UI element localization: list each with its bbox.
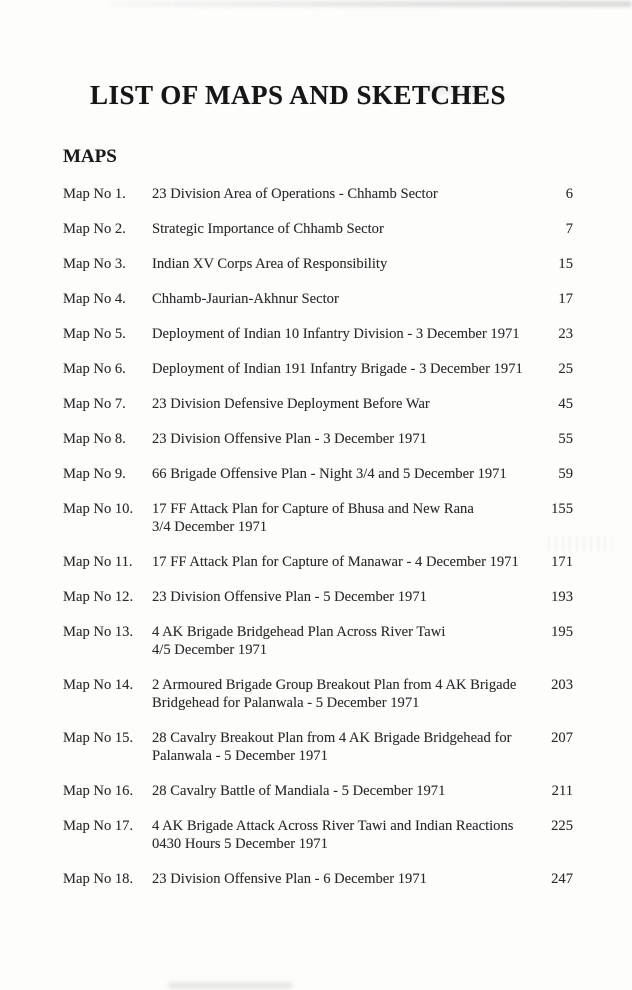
map-description: 28 Cavalry Battle of Mandiala - 5 December 1971 bbox=[152, 783, 446, 799]
map-list-item bbox=[63, 465, 573, 483]
map-page-number: 207 bbox=[551, 730, 573, 746]
map-number: Map No 6. bbox=[63, 361, 126, 377]
map-page-number: 15 bbox=[558, 256, 573, 272]
map-description: Deployment of Indian 10 Infantry Division - 3 December 1971 bbox=[152, 326, 520, 342]
map-page-number: 17 bbox=[558, 291, 573, 307]
map-list-item bbox=[63, 553, 573, 571]
map-number: Map No 11. bbox=[63, 554, 133, 570]
map-list-item bbox=[63, 220, 573, 238]
map-list bbox=[63, 185, 573, 888]
map-number: Map No 16. bbox=[63, 783, 134, 799]
map-description: 4 AK Brigade Attack Across River Tawi and Indian Reactions 0430 Hours 5 December 1971 bbox=[152, 818, 514, 852]
map-description: Indian XV Corps Area of Responsibility bbox=[152, 256, 388, 272]
map-description: 23 Division Offensive Plan - 3 December 1971 bbox=[152, 431, 427, 447]
map-number: Map No 13. bbox=[63, 624, 134, 640]
map-list-item bbox=[63, 623, 573, 659]
map-page-number: 211 bbox=[551, 783, 573, 799]
map-list-item bbox=[63, 185, 573, 203]
map-number: Map No 8. bbox=[63, 431, 126, 447]
map-description: 17 FF Attack Plan for Capture of Manawar - 4 December 1971 bbox=[152, 554, 519, 570]
map-list-item bbox=[63, 676, 573, 712]
map-page-number: 55 bbox=[558, 431, 573, 447]
map-list-item bbox=[63, 290, 573, 308]
map-page-number: 59 bbox=[558, 466, 573, 482]
map-page-number: 171 bbox=[551, 554, 573, 570]
map-description: 17 FF Attack Plan for Capture of Bhusa and New Rana 3/4 December 1971 bbox=[152, 501, 474, 535]
map-description: 23 Division Offensive Plan - 6 December 1971 bbox=[152, 871, 427, 887]
map-list-item bbox=[63, 817, 573, 853]
map-page-number: 203 bbox=[551, 677, 573, 693]
map-page-number: 247 bbox=[551, 871, 573, 887]
map-page-number: 6 bbox=[565, 186, 573, 202]
map-list-item bbox=[63, 255, 573, 273]
scan-artifact-bottom-smudge bbox=[168, 982, 293, 989]
map-number: Map No 12. bbox=[63, 589, 134, 605]
map-number: Map No 7. bbox=[63, 396, 126, 412]
map-list-item bbox=[63, 729, 573, 765]
map-description: 23 Division Offensive Plan - 5 December 1971 bbox=[152, 589, 427, 605]
map-description: 4 AK Brigade Bridgehead Plan Across River Tawi 4/5 December 1971 bbox=[152, 624, 446, 658]
map-description: Chhamb-Jaurian-Akhnur Sector bbox=[152, 291, 339, 307]
map-list-item bbox=[63, 360, 573, 378]
map-description: Deployment of Indian 191 Infantry Brigade - 3 December 1971 bbox=[152, 361, 523, 377]
map-number: Map No 10. bbox=[63, 501, 134, 517]
map-list-item bbox=[63, 395, 573, 413]
map-list-item bbox=[63, 500, 573, 536]
map-list-item bbox=[63, 588, 573, 606]
map-list-item bbox=[63, 870, 573, 888]
map-description: 66 Brigade Offensive Plan - Night 3/4 and 5 December 1971 bbox=[152, 466, 507, 482]
map-number: Map No 2. bbox=[63, 221, 126, 237]
map-number: Map No 18. bbox=[63, 871, 134, 887]
map-number: Map No 5. bbox=[63, 326, 126, 342]
map-page-number: 193 bbox=[551, 589, 573, 605]
map-list-item bbox=[63, 325, 573, 343]
map-number: Map No 9. bbox=[63, 466, 126, 482]
map-description: 23 Division Area of Operations - Chhamb Sector bbox=[152, 186, 438, 202]
map-number: Map No 1. bbox=[63, 186, 126, 202]
map-number: Map No 15. bbox=[63, 730, 134, 746]
map-page-number: 155 bbox=[551, 501, 573, 517]
map-description: 2 Armoured Brigade Group Breakout Plan from 4 AK Brigade Bridgehead for Palanwala - 5 December 1971 bbox=[152, 677, 517, 711]
map-page-number: 23 bbox=[558, 326, 573, 342]
map-page-number: 195 bbox=[551, 624, 573, 640]
map-description: 28 Cavalry Breakout Plan from 4 AK Brigade Bridgehead for Palanwala - 5 December 1971 bbox=[152, 730, 512, 764]
map-number: Map No 17. bbox=[63, 818, 134, 834]
section-heading-maps: MAPS bbox=[63, 146, 117, 167]
map-page-number: 25 bbox=[558, 361, 573, 377]
map-page-number: 7 bbox=[565, 221, 573, 237]
map-description: Strategic Importance of Chhamb Sector bbox=[152, 221, 384, 237]
page-title: LIST OF MAPS AND SKETCHES bbox=[89, 80, 507, 110]
map-list-item bbox=[63, 430, 573, 448]
map-page-number: 45 bbox=[558, 396, 573, 412]
map-number: Map No 4. bbox=[63, 291, 126, 307]
map-description: 23 Division Defensive Deployment Before War bbox=[152, 396, 430, 412]
map-list-item bbox=[63, 782, 573, 800]
map-page-number: 225 bbox=[551, 818, 573, 834]
map-number: Map No 14. bbox=[63, 677, 134, 693]
map-number: Map No 3. bbox=[63, 256, 126, 272]
